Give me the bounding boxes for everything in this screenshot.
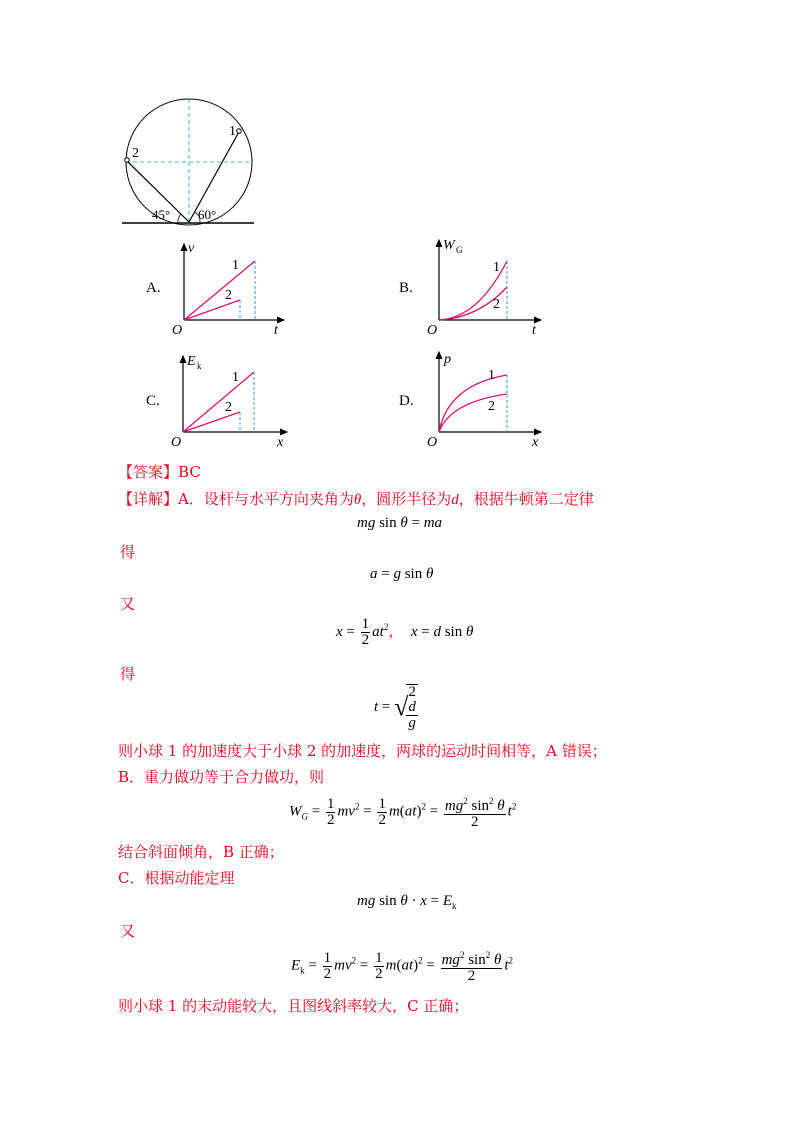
line-1 [183,372,254,432]
option-a-label: A. [146,280,161,296]
answer-line [118,462,201,482]
y-label: W [443,238,455,253]
line-2-label: 2 [225,400,232,415]
option-b-label: B. [399,280,413,296]
y-sub: G [456,245,463,255]
curve-2 [439,394,507,432]
line-2 [184,300,240,320]
line-1-label: 1 [232,258,239,273]
graph-c [170,348,295,450]
line-2-label: 2 [225,288,232,303]
x-label: x [277,435,284,450]
equation-displacement: x = $\frac{1}{2}$ $at^2$， x = d sin θ [336,616,474,648]
line-1-label: 1 [493,260,500,275]
circle-incline-figure [115,95,265,230]
conclusion-a: 则小球 1 的加速度大于小球 2 的加速度，两球的运动时间相等，A 错误； [118,742,607,760]
equation-time: t = √ 2 d g [374,684,416,731]
curve-1 [439,375,507,432]
angle-arc-left [178,214,181,222]
part-c-intro: C．根据动能定理 [118,869,235,887]
origin-label: O [427,435,438,450]
intro-text-b: ，圆形半径为 [361,490,452,508]
equation-acceleration: a = g sin θ [370,566,434,582]
option-c-label: C. [146,393,160,409]
line-2-label: 2 [493,297,500,312]
text-you-1: 又 [120,595,136,613]
x-label: t [274,323,278,337]
answer-value: BC [178,463,201,481]
conclusion-b: 结合斜面倾角，B 正确； [118,843,284,861]
graph-a [170,237,290,337]
equation-kinetic-energy: $E_k$ = $\frac{1}{2}$ $mv^2$ = $\frac{1}{2}$ m(at)$^2$ = $\frac{mg^2 \sin^2 \theta}{2}$ $t^2$ [291,949,513,984]
y-sub: k [197,361,202,371]
equation-work-gravity: $W_G$ = $\frac{1}{2}$ $mv^2$ = $\frac{1}{2}$ m(at)$^2$ = $\frac{mg^2 \sin^2 \theta}{2}$ $t^2$ [289,795,517,830]
ball-1-label: 1 [229,124,236,139]
text-de-1: 得 [120,543,136,561]
conclusion-c: 则小球 1 的末动能较大，且图线斜率较大，C 正确； [118,997,469,1015]
intro-text-c: ，根据牛顿第二定律 [458,490,594,508]
equation-newton: mg sin θ = ma [357,515,443,531]
text-de-2: 得 [120,665,136,683]
origin-label: O [171,435,182,450]
intro-text-a: A．设杆与水平方向夹角为 [178,490,354,508]
line-1 [184,261,255,320]
option-d-label: D. [399,393,414,409]
ball-2-marker [125,158,130,163]
answer-label: 【答案】 [118,463,179,481]
graph-b [425,232,550,337]
graph-d [425,345,550,450]
ball-1-marker [237,129,242,134]
equation-work-energy: mg $\sin \theta \cdot x = E_k$ [357,893,457,911]
ball-2-label: 2 [132,146,139,161]
angle-60-label: 60° [198,207,217,222]
y-label: v [188,241,195,256]
x-label: x [532,435,539,450]
line-1-label: 1 [232,370,239,385]
text-you-2: 又 [120,922,136,940]
y-label: E [187,354,196,369]
explanation-intro [118,489,594,510]
explanation-label: 【详解】 [118,490,179,508]
line-2 [183,412,240,432]
theta-symbol: θ [353,492,362,508]
line-2-label: 2 [488,399,495,414]
origin-label: O [172,323,183,337]
x-label: t [532,323,536,337]
d-symbol: d [451,492,459,508]
origin-label: O [427,323,438,337]
y-label: p [444,352,451,367]
angle-45-label: 45° [152,207,171,222]
part-b-intro: B．重力做功等于合力做功，则 [118,768,325,786]
line-1-label: 1 [488,368,495,383]
